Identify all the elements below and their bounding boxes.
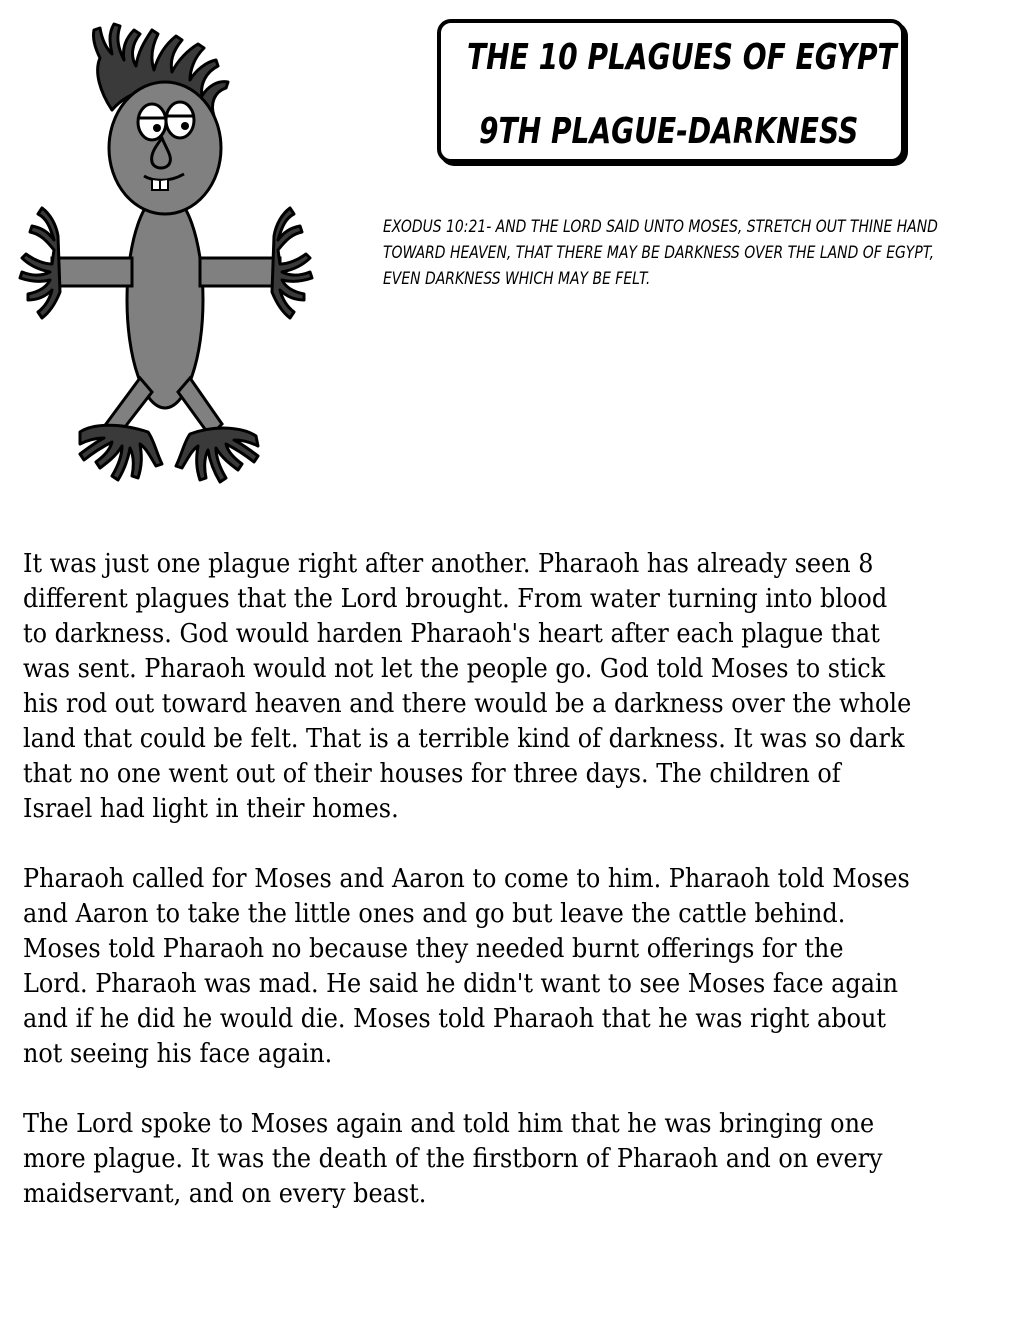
text-line: and Aaron to take the little ones and go but leave the cattle behind. bbox=[23, 899, 846, 929]
text-line: to darkness. God would harden Pharaoh's heart after each plague that bbox=[23, 619, 880, 649]
teeth bbox=[152, 180, 168, 190]
left-foot bbox=[80, 425, 162, 480]
text-line: not seeing his face again. bbox=[23, 1039, 333, 1069]
text-line: different plagues that the Lord brought. From water turning into blood bbox=[23, 584, 888, 614]
right-hand bbox=[272, 208, 312, 318]
text-line: that no one went out of their houses for three days. The children of bbox=[23, 759, 841, 789]
left-hand bbox=[20, 208, 60, 318]
verse-line: EXODUS 10:21- AND THE LORD SAID UNTO MOSES, STRETCH OUT THINE HAND bbox=[383, 217, 938, 237]
right-arm bbox=[200, 258, 280, 286]
text-line: Moses told Pharaoh no because they needed burnt offerings for the bbox=[23, 934, 844, 964]
text-line: Pharaoh called for Moses and Aaron to come to him. Pharaoh told Moses bbox=[23, 864, 910, 894]
text-line: and if he did he would die. Moses told Pharaoh that he was right about bbox=[23, 1004, 887, 1034]
verse-line: TOWARD HEAVEN, THAT THERE MAY BE DARKNESS OVER THE LAND OF EGYPT, bbox=[383, 243, 935, 263]
body bbox=[127, 192, 203, 408]
title-line-1: THE 10 PLAGUES OF EGYPT bbox=[467, 37, 897, 78]
paragraph-1 bbox=[23, 547, 998, 827]
text-line: Lord. Pharaoh was mad. He said he didn't want to see Moses face again bbox=[23, 969, 899, 999]
text-line: The Lord spoke to Moses again and told him that he was bringing one bbox=[23, 1109, 875, 1139]
text-line: maidservant, and on every beast. bbox=[23, 1179, 427, 1209]
cartoon-figure-illustration bbox=[0, 0, 345, 500]
right-foot bbox=[176, 428, 258, 482]
text-line: was sent. Pharaoh would not let the people go. God told Moses to stick bbox=[23, 654, 886, 684]
paragraph-2 bbox=[23, 862, 998, 1072]
scripture-verse bbox=[383, 214, 1006, 292]
text-line: more plague. It was the death of the firstborn of Pharaoh and on every bbox=[23, 1144, 883, 1174]
verse-line: EVEN DARKNESS WHICH MAY BE FELT. bbox=[383, 269, 651, 289]
paragraph-3 bbox=[23, 1107, 998, 1212]
title-box bbox=[437, 19, 905, 163]
text-line: It was just one plague right after another. Pharaoh has already seen 8 bbox=[23, 549, 874, 579]
story-text bbox=[23, 547, 998, 1247]
text-line: his rod out toward heaven and there would be a darkness over the whole bbox=[23, 689, 912, 719]
left-arm bbox=[52, 258, 132, 286]
text-line: land that could be felt. That is a terrible kind of darkness. It was so dark bbox=[23, 724, 905, 754]
title-line-2: 9TH PLAGUE-DARKNESS bbox=[479, 111, 859, 152]
text-line: Israel had light in their homes. bbox=[23, 794, 399, 824]
